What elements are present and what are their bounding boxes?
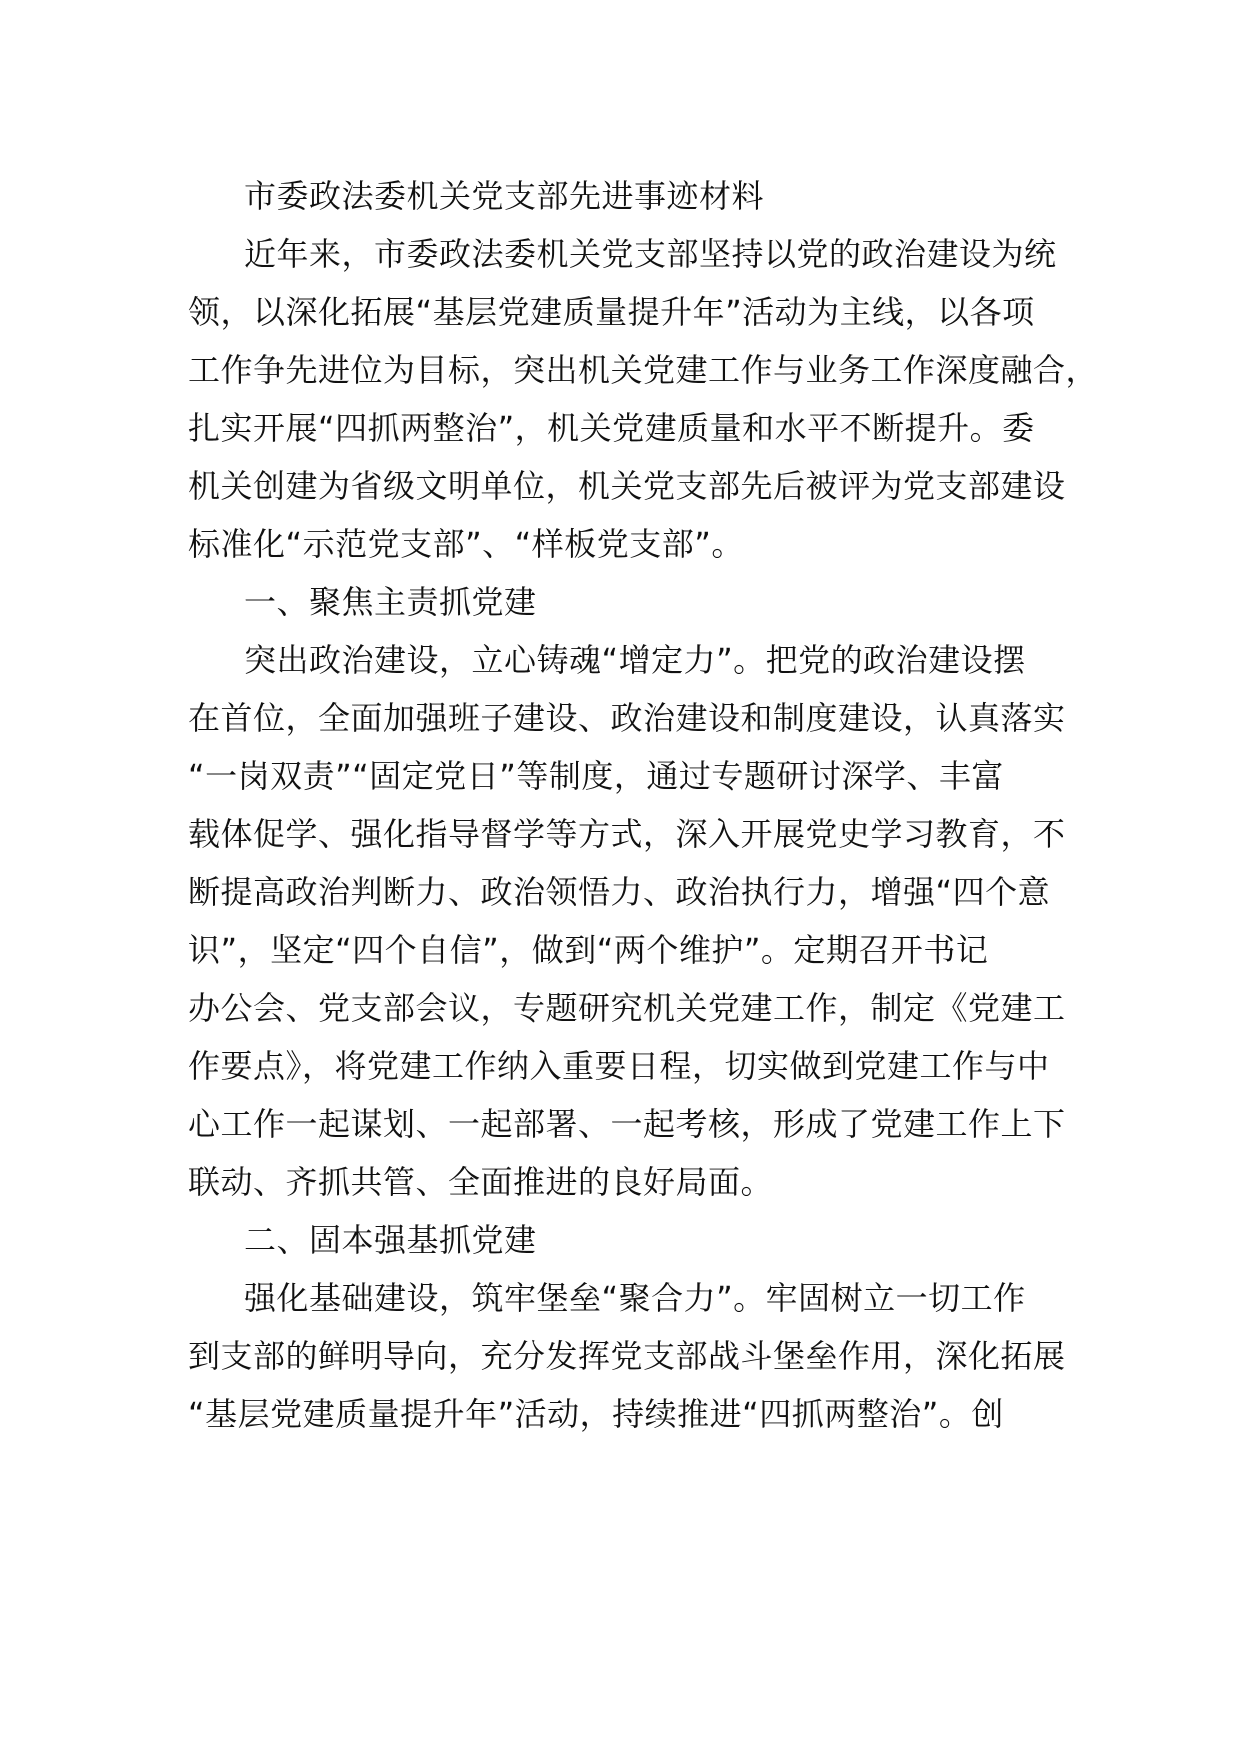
section-heading-2: 二、固本强基抓党建	[244, 1221, 537, 1259]
text-line: 断提高政治判断力、政治领悟力、政治执行力，增强“四个意	[188, 873, 1051, 911]
text-line: 到支部的鲜明导向，充分发挥党支部战斗堡垒作用，深化拓展	[188, 1337, 1066, 1375]
document-title: 市委政法委机关党支部先进事迹材料	[244, 177, 765, 215]
text-line: 标准化“示范党支部”、“样板党支部”。	[188, 525, 744, 563]
text-line: 近年来，市委政法委机关党支部坚持以党的政治建设为统	[244, 235, 1057, 273]
text-line: 工作争先进位为目标，突出机关党建工作与业务工作深度融合，	[188, 351, 1099, 389]
text-line: 办公会、党支部会议，专题研究机关党建工作，制定《党建工	[188, 989, 1066, 1027]
text-line: 载体促学、强化指导督学等方式，深入开展党史学习教育，不	[188, 815, 1066, 853]
text-line: 联动、齐抓共管、全面推进的良好局面。	[188, 1163, 774, 1201]
section-heading-1: 一、聚焦主责抓党建	[244, 583, 537, 621]
text-line: 机关创建为省级文明单位，机关党支部先后被评为党支部建设	[188, 467, 1066, 505]
text-line: “基层党建质量提升年”活动，持续推进“四抓两整治”。创	[188, 1395, 1004, 1433]
text-line: 作要点》，将党建工作纳入重要日程，切实做到党建工作与中	[188, 1047, 1050, 1085]
text-line: 心工作一起谋划、一起部署、一起考核，形成了党建工作上下	[188, 1105, 1066, 1143]
text-line: 识”，坚定“四个自信”，做到“两个维护”。定期召开书记	[188, 931, 989, 969]
text-line: 突出政治建设，立心铸魂“增定力”。把党的政治建设摆	[244, 641, 1026, 679]
text-line: 扎实开展“四抓两整治”，机关党建质量和水平不断提升。委	[188, 409, 1035, 447]
text-line: 领，以深化拓展“基层党建质量提升年”活动为主线，以各项	[188, 293, 1035, 331]
text-line: 在首位，全面加强班子建设、政治建设和制度建设，认真落实	[188, 699, 1066, 737]
text-line: 强化基础建设，筑牢堡垒“聚合力”。牢固树立一切工作	[244, 1279, 1026, 1317]
text-line: “一岗双责”“固定党日”等制度，通过专题研讨深学、丰富	[188, 757, 1004, 795]
